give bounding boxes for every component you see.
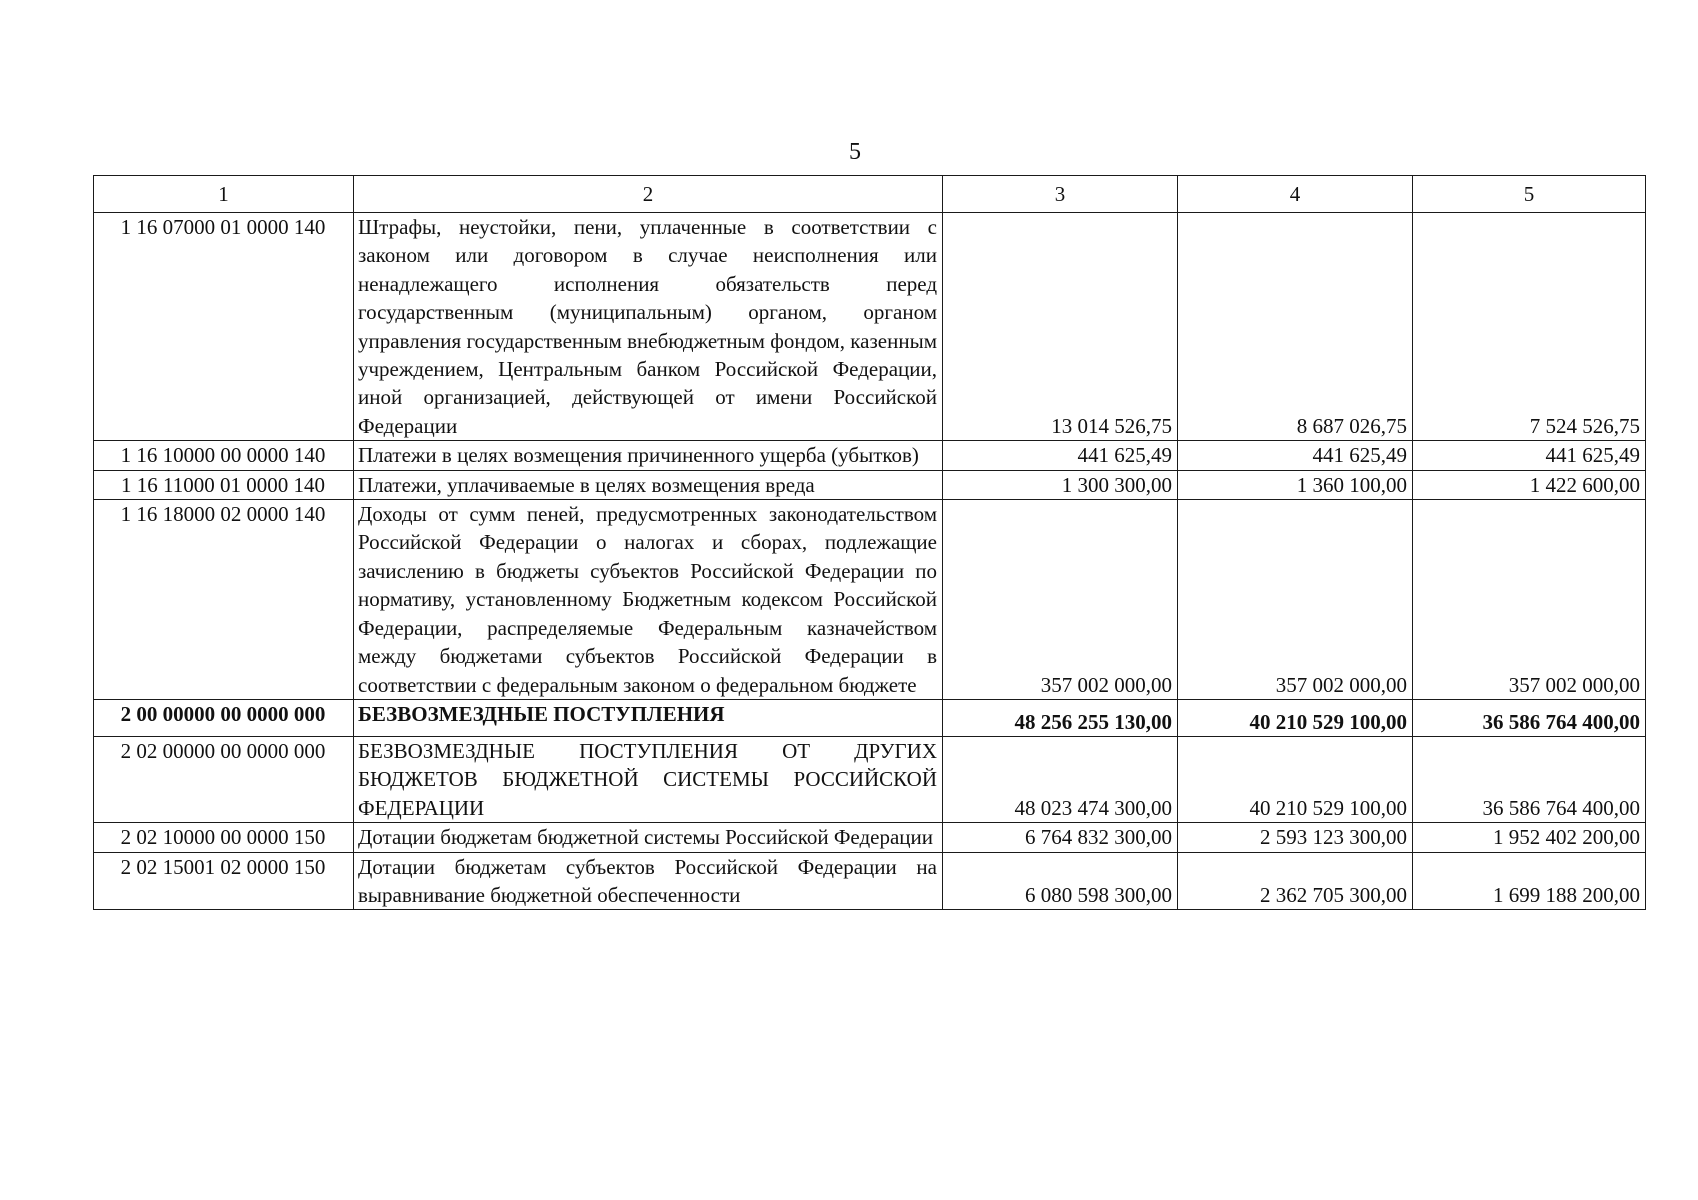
table-row: [94, 441, 1646, 470]
row-description: БЕЗВОЗМЕЗДНЫЕ ПОСТУПЛЕНИЯ ОТ ДРУГИХ БЮДЖЕТОВ БЮДЖЕТНОЙ СИСТЕМЫ РОССИЙСКОЙ ФЕДЕРАЦИИ: [354, 736, 943, 822]
row-value-col5: 36 586 764 400,00: [1413, 736, 1646, 822]
row-value-col4: 1 360 100,00: [1178, 470, 1413, 499]
column-header-4: 4: [1178, 176, 1413, 213]
row-value-col4: 8 687 026,75: [1178, 213, 1413, 441]
row-value-col5: 441 625,49: [1413, 441, 1646, 470]
column-header-3: 3: [943, 176, 1178, 213]
row-value-col5: 36 586 764 400,00: [1413, 699, 1646, 736]
row-description: Дотации бюджетам субъектов Российской Федерации на выравнивание бюджетной обеспеченности: [354, 852, 943, 910]
column-header-2: 2: [354, 176, 943, 213]
row-value-col4: 2 593 123 300,00: [1178, 823, 1413, 852]
row-value-col5: 1 422 600,00: [1413, 470, 1646, 499]
table-row: [94, 500, 1646, 700]
row-value-col4: 357 002 000,00: [1178, 500, 1413, 700]
column-header-1: 1: [94, 176, 354, 213]
row-value-col5: 1 699 188 200,00: [1413, 852, 1646, 910]
row-code: 2 02 00000 00 0000 000: [94, 736, 354, 822]
row-code: 2 02 10000 00 0000 150: [94, 823, 354, 852]
row-value-col5: 1 952 402 200,00: [1413, 823, 1646, 852]
row-description: Доходы от сумм пеней, предусмотренных законодательством Российской Федерации о налогах и сборах, подлежащие зачислению в бюджеты субъектов Российской Федерации по нормативу, установленному Бюджетным кодексом Российской Федерации, распределяемые Федеральным казначейством между бюджетами субъектов Российской Федерации в соответствии с федеральным законом о федеральном бюджете: [354, 500, 943, 700]
row-description: БЕЗВОЗМЕЗДНЫЕ ПОСТУПЛЕНИЯ: [354, 699, 943, 736]
row-code: 1 16 07000 01 0000 140: [94, 213, 354, 441]
row-value-col3: 13 014 526,75: [943, 213, 1178, 441]
table-row: [94, 736, 1646, 822]
row-value-col3: 48 256 255 130,00: [943, 699, 1178, 736]
row-value-col3: 48 023 474 300,00: [943, 736, 1178, 822]
row-value-col3: 6 080 598 300,00: [943, 852, 1178, 910]
revenue-table: [93, 175, 1646, 910]
table-row-total: [94, 699, 1646, 736]
row-code: 1 16 11000 01 0000 140: [94, 470, 354, 499]
table-row: [94, 213, 1646, 441]
row-value-col3: 1 300 300,00: [943, 470, 1178, 499]
row-code: 1 16 10000 00 0000 140: [94, 441, 354, 470]
table-header: [94, 176, 1646, 213]
row-value-col4: 2 362 705 300,00: [1178, 852, 1413, 910]
row-value-col3: 357 002 000,00: [943, 500, 1178, 700]
row-code: 1 16 18000 02 0000 140: [94, 500, 354, 700]
row-code: 2 02 15001 02 0000 150: [94, 852, 354, 910]
table-body: [94, 213, 1646, 910]
row-value-col3: 441 625,49: [943, 441, 1178, 470]
row-code: 2 00 00000 00 0000 000: [94, 699, 354, 736]
row-value-col4: 40 210 529 100,00: [1178, 736, 1413, 822]
row-value-col5: 7 524 526,75: [1413, 213, 1646, 441]
header-row: [94, 176, 1646, 213]
row-description: Штрафы, неустойки, пени, уплаченные в соответствии с законом или договором в случае неисполнения или ненадлежащего исполнения обязательств перед государственным (муниципальным) органом, органом управления государственным внебюджетным фондом, казенным учреждением, Центральным банком Российской Федерации, иной организацией, действующей от имени Российской Федерации: [354, 213, 943, 441]
row-description: Платежи, уплачиваемые в целях возмещения вреда: [354, 470, 943, 499]
column-header-5: 5: [1413, 176, 1646, 213]
page-number: 5: [849, 139, 861, 165]
row-value-col4: 40 210 529 100,00: [1178, 699, 1413, 736]
row-description: Платежи в целях возмещения причиненного ущерба (убытков): [354, 441, 943, 470]
row-value-col4: 441 625,49: [1178, 441, 1413, 470]
row-value-col3: 6 764 832 300,00: [943, 823, 1178, 852]
row-value-col5: 357 002 000,00: [1413, 500, 1646, 700]
table-row: [94, 470, 1646, 499]
table-row: [94, 823, 1646, 852]
table-row: [94, 852, 1646, 910]
row-description: Дотации бюджетам бюджетной системы Российской Федерации: [354, 823, 943, 852]
